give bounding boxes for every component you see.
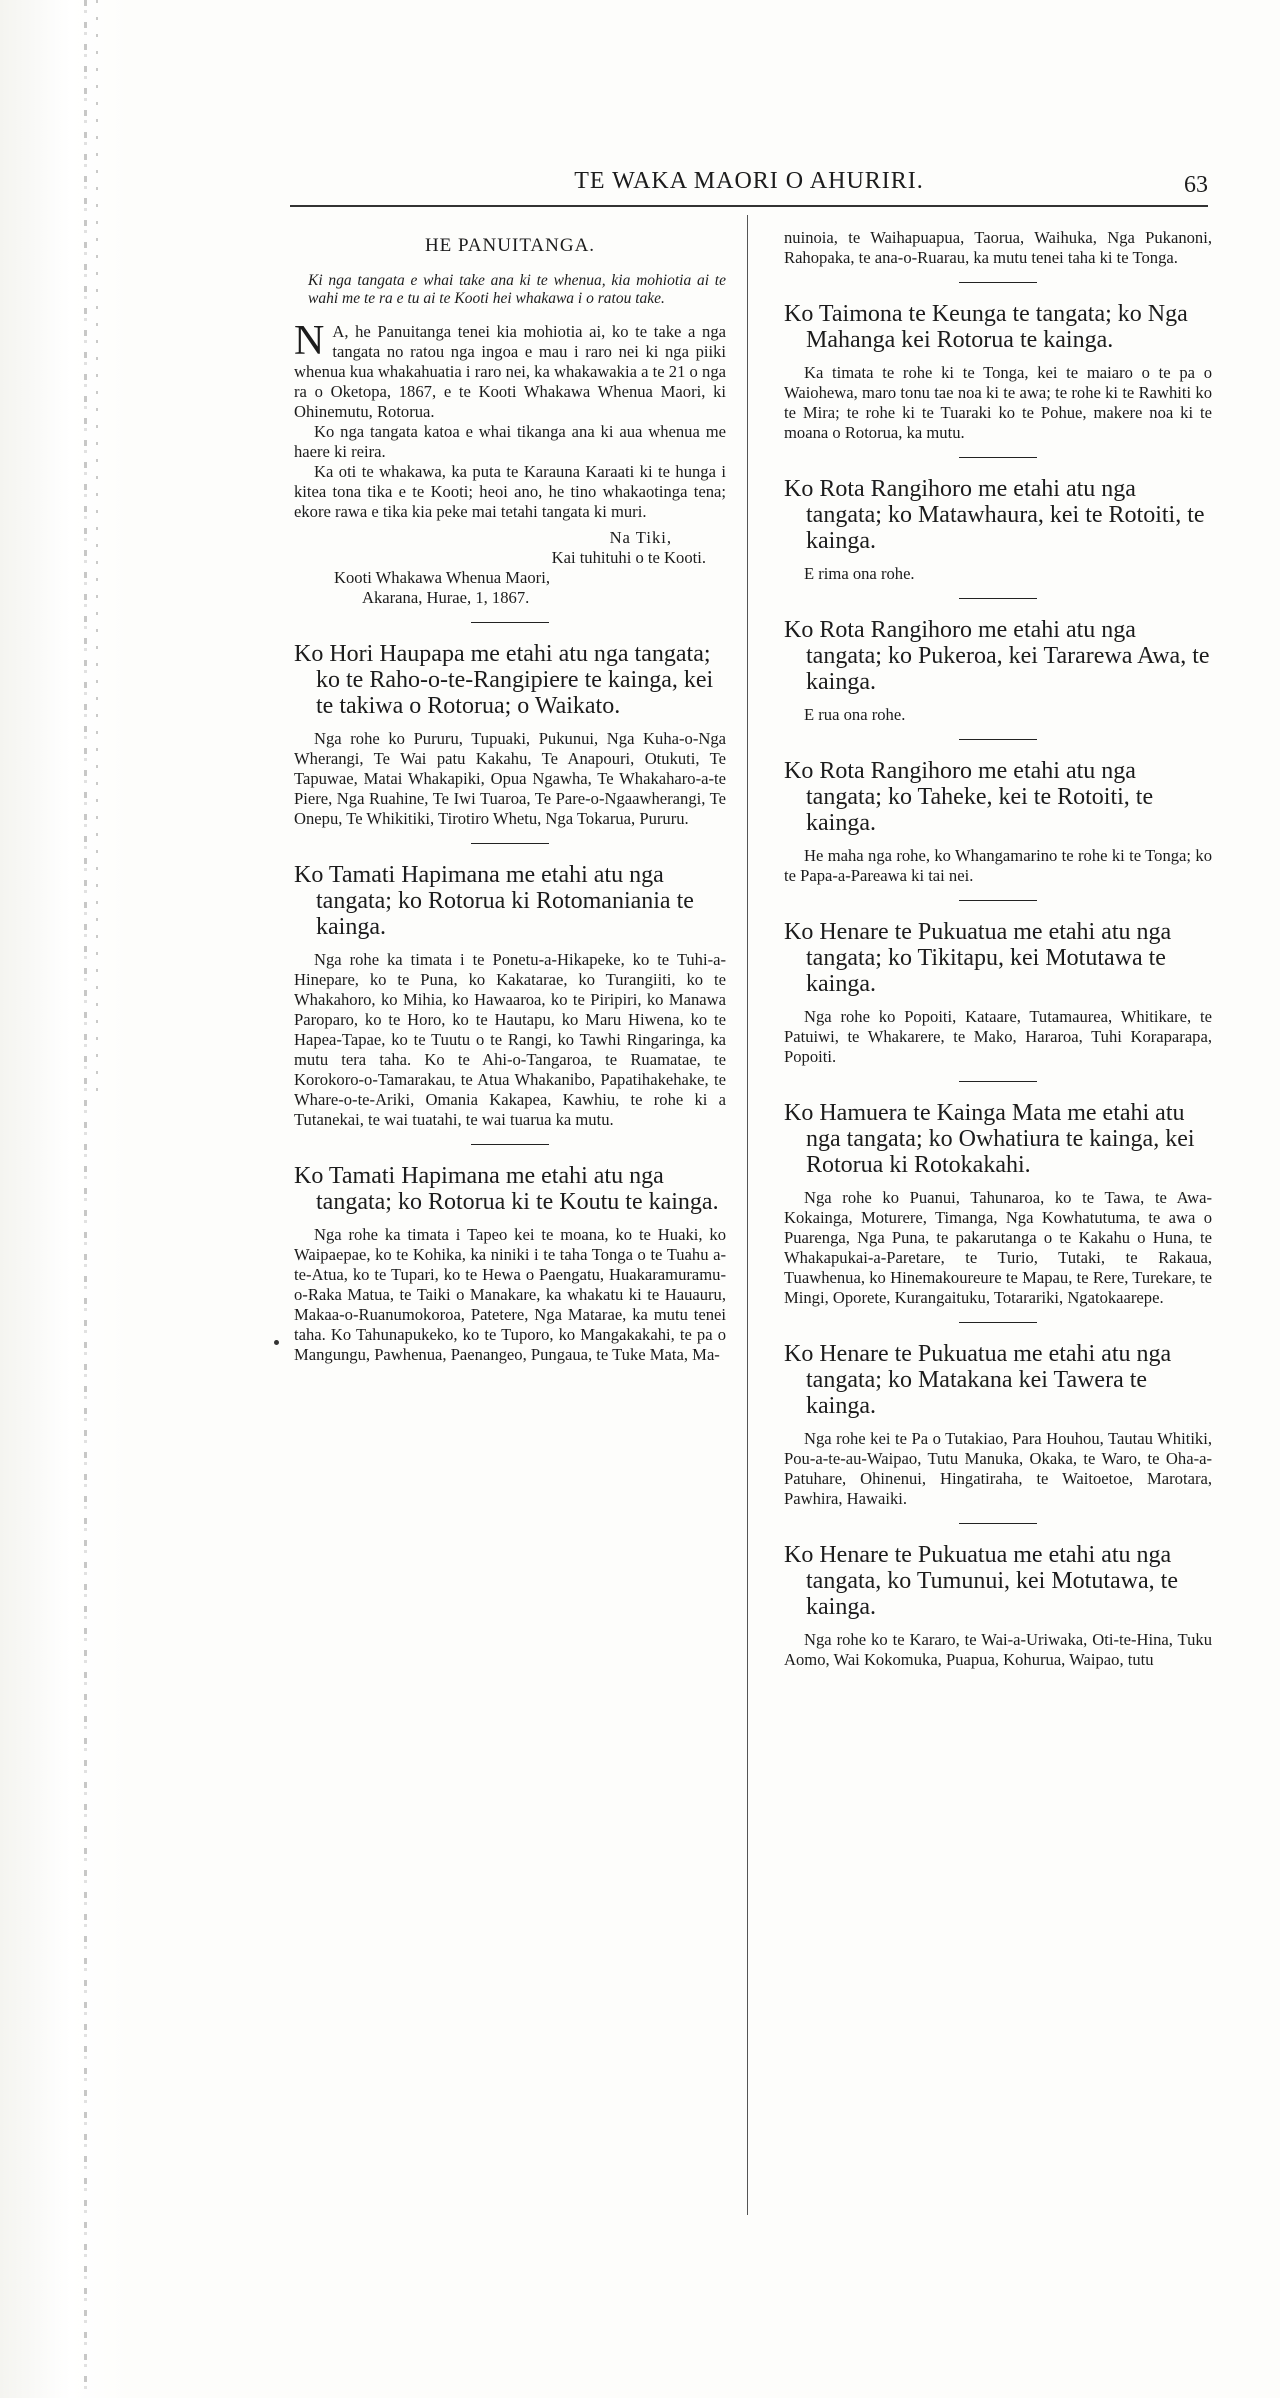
- notice-body-text: A, he Panuitanga tenei kia mohiotia ai, ko te take a nga tangata no ratou nga ingoa e mau i raro nei ki nga piiki whenua kua whakahuatia i raro nei, ka whakawakia a te 21 o nga ra o Oketopa, 1867, e te Kooti Whakawa Whenua Maori, ki Ohinemutu, Rotorua.: [294, 322, 726, 421]
- claim-entry: [294, 862, 726, 1130]
- binding-edge-shadow: [96, 0, 98, 1100]
- section-separator: [959, 900, 1037, 901]
- claim-entry: [784, 476, 1212, 584]
- claim-body: E rima ona rohe.: [804, 564, 915, 583]
- signature-name: Na Tiki,: [609, 528, 672, 547]
- section-separator: [959, 1081, 1037, 1082]
- claim-heading: Ko Tamati Hapimana me etahi atu nga tangata; ko Rotorua ki te Koutu te kainga.: [294, 1163, 719, 1215]
- section-separator: [959, 739, 1037, 740]
- notice-intro: Ki nga tangata e whai take ana ki te whenua, kia mohiotia ai te wahi me te ra e tu ai te Kooti hei whakawa i o ratou take.: [308, 272, 726, 307]
- claim-heading: Ko Rota Rangihoro me etahi atu nga tangata; ko Taheke, kei te Rotoiti, te kainga.: [784, 758, 1154, 836]
- claim-heading: Ko Hamuera te Kainga Mata me etahi atu nga tangata; ko Owhatiura te kainga, kei Rotorua ki Rotokakahi.: [784, 1100, 1195, 1178]
- section-separator: [471, 1144, 549, 1145]
- claim-body: Nga rohe ko Popoiti, Kataare, Tutamaurea, Whitikare, te Patuiwi, te Whakarere, te Mako, Hararoa, Tuhi Koraparapa, Popoiti.: [784, 1007, 1212, 1066]
- notice-paragraph: [294, 318, 726, 422]
- signature-court: Kooti Whakawa Whenua Maori,: [334, 568, 550, 587]
- claim-entry: [294, 1163, 726, 1365]
- margin-dot: [274, 1340, 279, 1345]
- claim-entry: [784, 1100, 1212, 1308]
- claim-heading: Ko Rota Rangihoro me etahi atu nga tangata; ko Matawhaura, kei te Rotoiti, te kainga.: [784, 476, 1205, 554]
- section-separator: [959, 282, 1037, 283]
- page-number: 63: [1184, 172, 1208, 198]
- claim-entry: [784, 1341, 1212, 1509]
- section-separator: [471, 622, 549, 623]
- running-title: TE WAKA MAORI O AHURIRI.: [574, 168, 924, 194]
- claim-heading: Ko Rota Rangihoro me etahi atu nga tangata; ko Pukeroa, kei Tararewa Awa, te kainga.: [784, 617, 1210, 695]
- signature-date: Akarana, Hurae, 1, 1867.: [362, 588, 530, 607]
- claim-body: He maha nga rohe, ko Whangamarino te rohe ki te Tonga; ko te Papa-a-Pareawa ki tai nei.: [784, 846, 1212, 885]
- header-rule: [290, 205, 1208, 207]
- left-column: [294, 228, 726, 1365]
- claim-heading: Ko Hori Haupapa me etahi atu nga tangata; ko te Raho-o-te-Rangipiere te kainga, kei te takiwa o Rotorua; o Waikato.: [294, 641, 714, 719]
- drop-cap: N: [294, 318, 325, 364]
- claim-body: Ka timata te rohe ki te Tonga, kei te maiaro o te pa o Waiohewa, maro tonu tae noa ki te awa; te rohe ki te Rawhiti ko te Mira; te rohe ki te Tuaraki ko te Pohue, makere noa ki te moana o Rotorua, ka mutu.: [784, 363, 1212, 442]
- claim-body: Nga rohe ka timata i Tapeo kei te moana, ko te Huaki, ko Waipaepae, ko te Kohika, ka niniki i te taha Tonga o te Tuahu a-te-Atua, ko te Tupari, ko te Hewa o Paengatu, Huakaramuramu-o-Raka Matua, te Taiki o Manakare, ka whakatu ki te Hauauru, Makaa-o-Ruanumokoroa, Patetere, Nga Matarae, ka mutu tenei taha. Ko Tahunapukeko, ko te Tuporo, ko Mangakakahi, te pa o Mangungu, Pawhenua, Paenangeo, Pungaua, te Tuke Mata, Ma-: [294, 1225, 726, 1364]
- notice-paragraph-3: Ka oti te whakawa, ka puta te Karauna Karaati ki te hunga i kitea tona tika e te Kooti; heoi ano, he tino whakaotinga tena; ekore rawa e tika kia peke mai tetahi tangata ki muri.: [294, 462, 726, 521]
- section-separator: [471, 843, 549, 844]
- claim-heading: Ko Henare te Pukuatua me etahi atu nga tangata; ko Tikitapu, kei Motutawa te kainga.: [784, 919, 1172, 997]
- claim-entry: [784, 301, 1212, 443]
- continued-paragraph: nuinoia, te Waihapuapua, Taorua, Waihuka, Nga Pukanoni, Rahopaka, te ana-o-Ruarau, ka mutu tenei taha ki te Tonga.: [784, 228, 1212, 267]
- claim-heading: Ko Henare te Pukuatua me etahi atu nga tangata; ko Matakana kei Tawera te kainga.: [784, 1341, 1172, 1419]
- claim-entry: [784, 1542, 1212, 1670]
- claim-body: Nga rohe ko Puanui, Tahunaroa, ko te Tawa, te Awa-Kokainga, Moturere, Timanga, Nga Kowhatutuma, te awa o Puarenga, Nga Puna, te pakarutanga o te Kakahu o Huna, te Whakapukai-a-Paretare, te Turio, Tutaki, te Rakaua, Tuawhenua, ko Hinemakoureure te Mapau, te Rere, Turekare, te Mingi, Oporete, Kurangaituku, Totarariki, Ngatokaarepe.: [784, 1188, 1212, 1307]
- claim-body: Nga rohe kei te Pa o Tutakiao, Para Houhou, Tautau Whitiki, Pou-a-te-au-Waipao, Tutu Manuka, Okaka, te Waro, te Oha-a-Patuhare, Ohinenui, Hingatiraha, te Waitoetoe, Marotara, Pawhira, Hawaiki.: [784, 1429, 1212, 1508]
- notice-paragraph-2: Ko nga tangata katoa e whai tikanga ana ki aua whenua me haere ki reira.: [294, 422, 726, 461]
- section-separator: [959, 1322, 1037, 1323]
- right-column: [784, 228, 1212, 1670]
- claim-heading: Ko Taimona te Keunga te tangata; ko Nga Mahanga kei Rotorua te kainga.: [784, 301, 1188, 353]
- claim-body: Nga rohe ko Pururu, Tupuaki, Pukunui, Nga Kuha-o-Nga Wherangi, Te Wai patu Kakahu, Te Anapouri, Otukuti, Te Tapuwae, Matai Whakapiki, Opua Ngawha, Te Whakaharo-a-te Piere, Nga Ruahine, Te Iwi Tuaroa, Te Pare-o-Ngaawherangi, Te Onepu, Te Whikitiki, Tirotiro Whetu, Nga Tokarua, Pururu.: [294, 729, 726, 828]
- page-header: [290, 168, 1208, 208]
- claim-heading: Ko Tamati Hapimana me etahi atu nga tangata; ko Rotorua ki Rotomaniania te kainga.: [294, 862, 694, 940]
- signature-role: Kai tuhituhi o te Kooti.: [551, 548, 706, 567]
- claim-entry: [784, 617, 1212, 725]
- claim-entry: [784, 758, 1212, 886]
- claim-body: Nga rohe ko te Kararo, te Wai-a-Uriwaka, Oti-te-Hina, Tuku Aomo, Wai Kokomuka, Puapua, Kohurua, Waipao, tutu: [784, 1630, 1212, 1669]
- section-separator: [959, 457, 1037, 458]
- signature-block: [294, 528, 726, 608]
- claim-body: Nga rohe ka timata i te Ponetu-a-Hikapeke, ko te Tuhi-a-Hinepare, ko te Puna, ko Kakatarae, ko Turangiiti, ko te Whakahoro, ko Mihia, ko Hawaaroa, ko te Piripiri, ko Manawa Paroparo, ko te Horo, ko te Hautapu, ko Maru Hiwena, ko te Hapea-Tapae, ko te Tuutu o te Rangi, ko Tawhi Ringaringa, ka mutu tera taha. Ko te Ahi-o-Tangaroa, te Ruamatae, te Korokoro-o-Tamarakau, te Atua Whakanibo, Papatihakehake, te Whare-o-te-Ariki, Omania Kakapea, Kawhiu, te rohe ki a Tutanekai, te wai tuatahi, te wai tuarua ka mutu.: [294, 950, 726, 1129]
- book-binding-margin: [0, 0, 128, 2398]
- claim-entry: [294, 641, 726, 829]
- binding-edge: [84, 0, 87, 2398]
- notice-title: HE PANUITANGA.: [424, 235, 596, 256]
- claim-body: E rua ona rohe.: [804, 705, 906, 724]
- claim-heading: Ko Henare te Pukuatua me etahi atu nga tangata, ko Tumunui, kei Motutawa, te kainga.: [784, 1542, 1178, 1620]
- column-divider: [747, 215, 748, 2215]
- claim-entry: [784, 919, 1212, 1067]
- section-separator: [959, 598, 1037, 599]
- section-separator: [959, 1523, 1037, 1524]
